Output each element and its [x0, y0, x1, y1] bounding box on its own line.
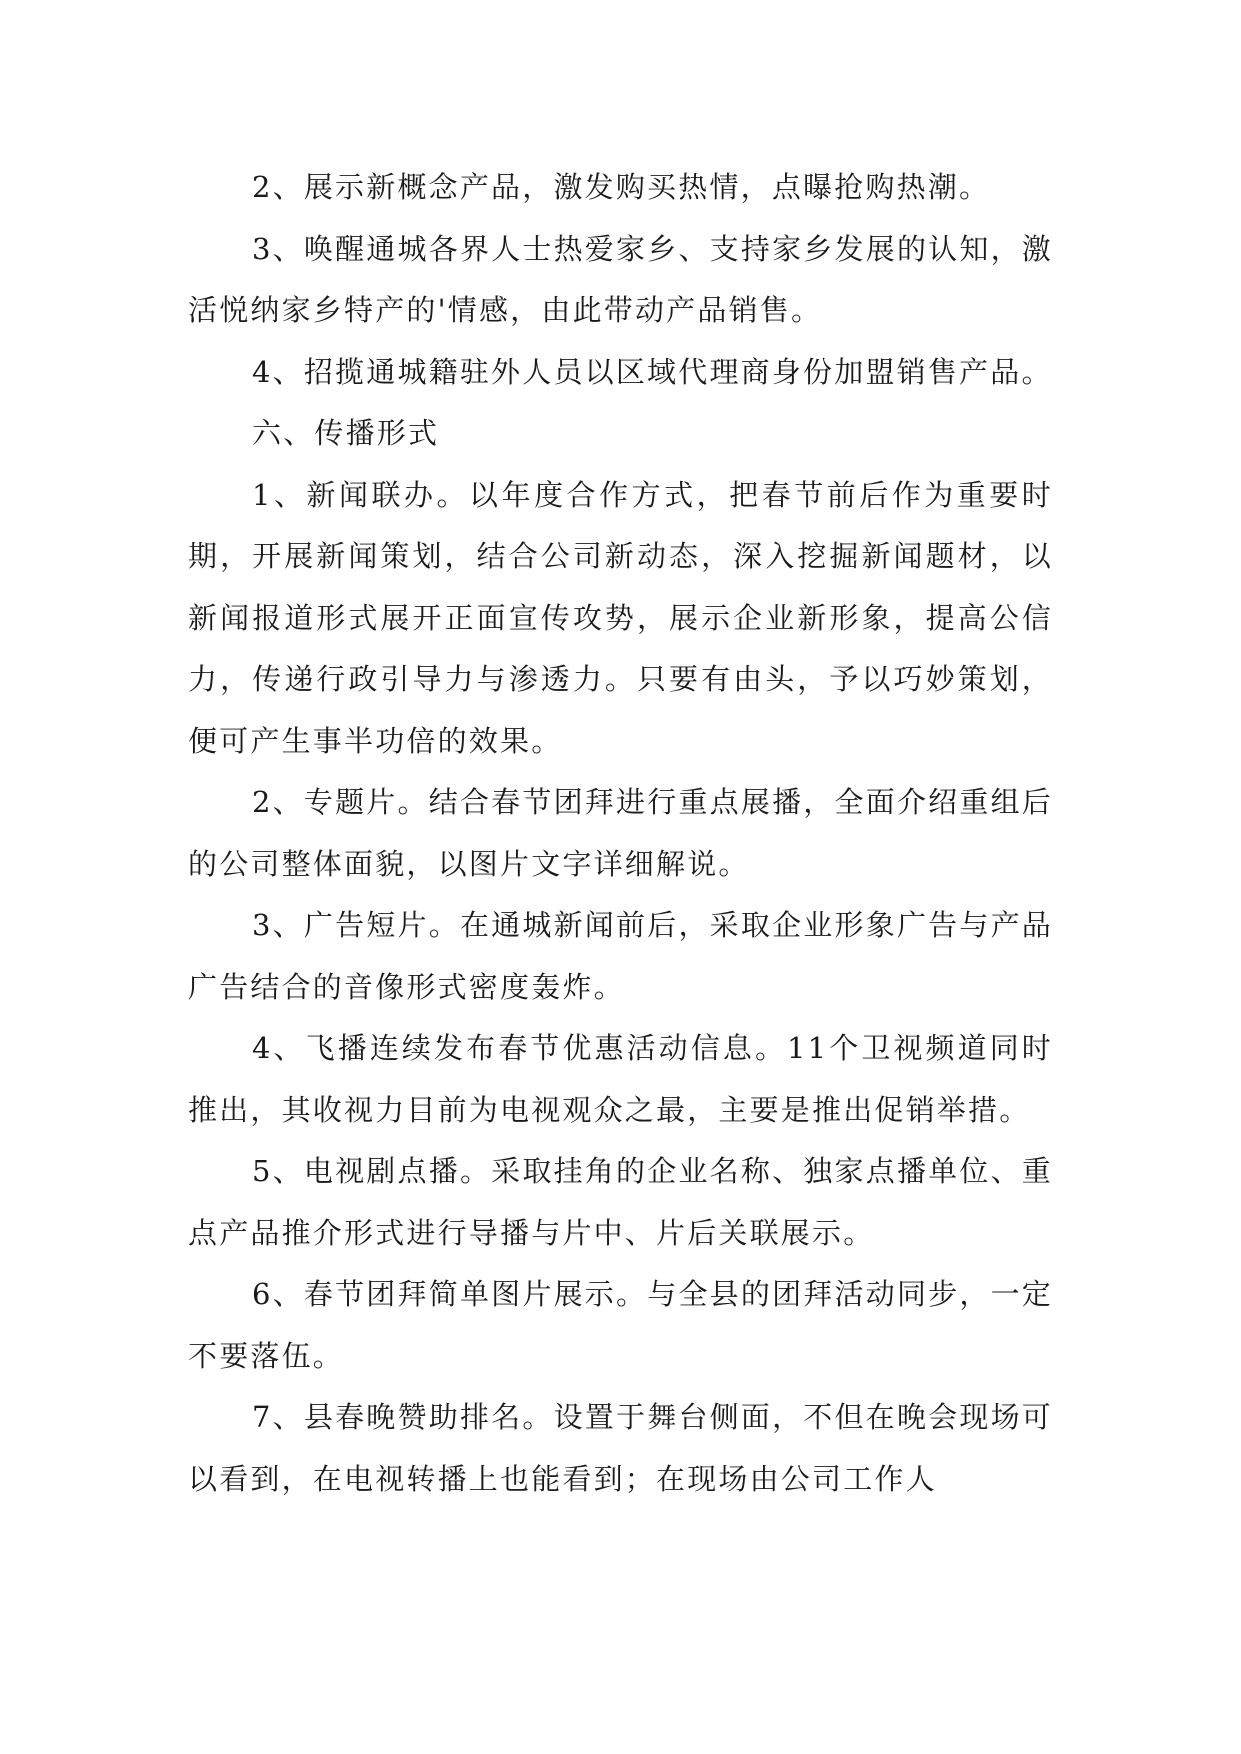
paragraph-form-6: 6、春节团拜简单图片展示。与全县的团拜活动同步，一定不要落伍。 [188, 1277, 1053, 1373]
paragraph-form-5: 5、电视剧点播。采取挂角的企业名称、独家点播单位、重点产品推介形式进行导播与片中、片后关联展示。 [188, 1154, 1053, 1250]
paragraph-form-7: 7、县春晚赞助排名。设置于舞台侧面，不但在晚会现场可以看到，在电视转播上也能看到；在现场由公司工作人 [188, 1400, 1053, 1496]
paragraph-goal-3: 3、唤醒通城各界人士热爱家乡、支持家乡发展的认知，激活悦纳家乡特产的'情感，由此带动产品销售。 [188, 231, 1053, 327]
document-body [188, 157, 1053, 1510]
paragraph-form-2: 2、专题片。结合春节团拜进行重点展播，全面介绍重组后的公司整体面貌，以图片文字详细解说。 [188, 785, 1053, 881]
paragraph-goal-4: 4、招揽通城籍驻外人员以区域代理商身份加盟销售产品。 [252, 354, 1053, 389]
paragraph-form-1: 1、新闻联办。以年度合作方式，把春节前后作为重要时期，开展新闻策划，结合公司新动态，深入挖掘新闻题材，以新闻报道形式展开正面宣传攻势，展示企业新形象，提高公信力，传递行政引导力与渗透力。只要有由头，予以巧妙策划，便可产生事半功倍的效果。 [188, 477, 1053, 758]
paragraph-goal-2: 2、展示新概念产品，激发购买热情，点曝抢购热潮。 [252, 170, 991, 204]
paragraph-form-4: 4、飞播连续发布春节优惠活动信息。11个卫视频道同时推出，其收视力目前为电视观众之最，主要是推出促销举措。 [188, 1031, 1053, 1127]
section-heading: 六、传播形式 [252, 416, 440, 450]
paragraph-form-3: 3、广告短片。在通城新闻前后，采取企业形象广告与产品广告结合的音像形式密度轰炸。 [188, 908, 1053, 1004]
